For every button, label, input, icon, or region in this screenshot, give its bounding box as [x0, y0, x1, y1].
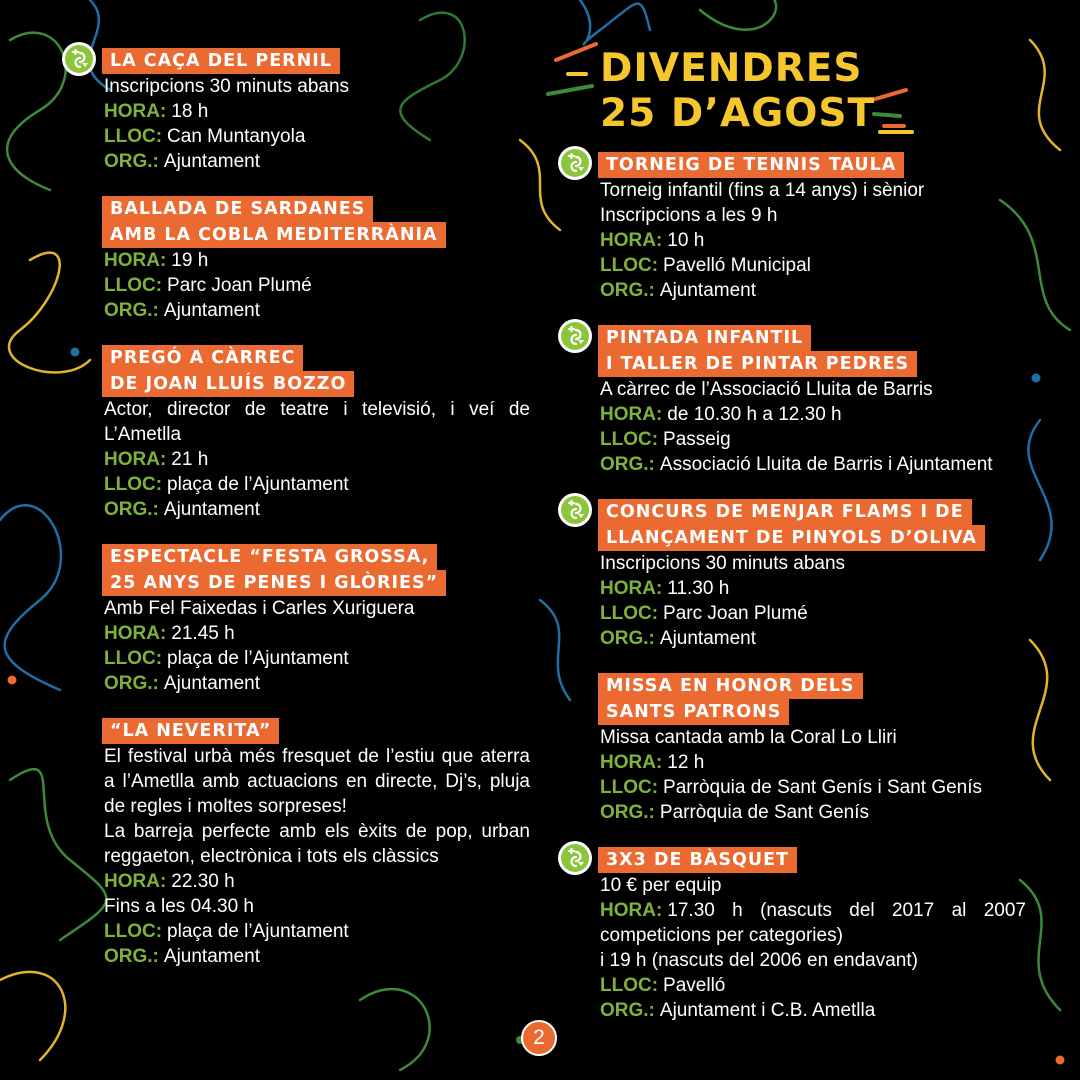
event-lloc [600, 775, 1026, 800]
org-label: ORG.: [600, 1000, 655, 1021]
event-title-line: BALLADA DE SARDANES [102, 196, 373, 222]
event-item [600, 325, 1026, 477]
org-label: ORG.: [600, 628, 655, 649]
event-org [600, 800, 1026, 825]
lloc-value: plaça de l’Ajuntament [167, 921, 349, 942]
event-info [104, 596, 530, 696]
org-value: Ajuntament [163, 300, 261, 321]
event-detail: Torneig infantil (fins a 14 anys) i sènior [600, 180, 925, 201]
event-title-line: SANTS PATRONS [598, 699, 789, 725]
event-item [104, 544, 530, 696]
event-org [600, 452, 1026, 477]
accessibility-icon [558, 319, 592, 353]
event-org [104, 298, 530, 323]
event-title-line: PINTADA INFANTIL [598, 325, 811, 351]
hora-label: HORA: [600, 900, 663, 921]
event-title [104, 196, 530, 248]
org-label: ORG.: [104, 673, 159, 694]
event-detail: Inscripcions 30 minuts abans [600, 553, 846, 574]
hora-label: HORA: [104, 871, 167, 892]
hora-value: 22.30 h [171, 871, 235, 892]
event-title [600, 325, 1026, 377]
event-org [600, 278, 1026, 303]
event-title-line: ESPECTACLE “FESTA GROSSA, [102, 544, 437, 570]
lloc-label: LLOC: [104, 126, 163, 147]
hora-label: HORA: [600, 230, 663, 251]
event-info [600, 725, 1026, 825]
lloc-label: LLOC: [600, 975, 659, 996]
event-title-line: DE JOAN LLUÍS BOZZO [102, 371, 354, 397]
org-label: ORG.: [600, 802, 655, 823]
event-title-line: AMB LA COBLA MEDITERRÀNIA [102, 222, 446, 248]
org-value: Ajuntament [163, 499, 261, 520]
event-detail: La barreja perfecte amb els èxits de pop, urban reggaeton, electrònica i tots els clàssics [104, 821, 530, 867]
lloc-label: LLOC: [104, 474, 163, 495]
event-title-line: CONCURS DE MENJAR FLAMS I DE [598, 499, 972, 525]
org-label: ORG.: [104, 499, 159, 520]
lloc-label: LLOC: [104, 648, 163, 669]
event-title [104, 48, 530, 74]
lloc-value: Pavelló Municipal [663, 255, 811, 276]
event-title-line: 3X3 DE BÀSQUET [598, 847, 797, 873]
event-title [104, 345, 530, 397]
event-title-line: 25 ANYS DE PENES I GLÒRIES” [102, 570, 446, 596]
hora-value: 18 h [171, 101, 209, 122]
event-title [600, 673, 1026, 725]
event-org [104, 149, 530, 174]
event-hora [104, 869, 530, 894]
lloc-value: plaça de l’Ajuntament [167, 648, 349, 669]
hora-value: de 10.30 h a 12.30 h [667, 404, 842, 425]
org-value: Ajuntament [659, 280, 757, 301]
right-column [600, 152, 1026, 1045]
org-label: ORG.: [104, 151, 159, 172]
event-title-line: MISSA EN HONOR DELS [598, 673, 863, 699]
event-item [104, 48, 530, 174]
event-hora [104, 248, 530, 273]
accessibility-icon [62, 42, 96, 76]
org-value: Ajuntament [659, 628, 757, 649]
lloc-label: LLOC: [600, 777, 659, 798]
lloc-label: LLOC: [600, 603, 659, 624]
event-title-line: I TALLER DE PINTAR PEDRES [598, 351, 917, 377]
event-info [600, 873, 1026, 1023]
lloc-label: LLOC: [600, 429, 659, 450]
event-detail: El festival urbà més fresquet de l’estiu que aterra a l’Ametlla amb actuacions en directe, Dj’s, pluja de regles i moltes sorpreses! [104, 746, 530, 817]
event-org [104, 944, 530, 969]
lloc-label: LLOC: [104, 921, 163, 942]
event-item [104, 345, 530, 522]
event-detail: Actor, director de teatre i televisió, i veí de L’Ametlla [104, 399, 530, 445]
hora-label: HORA: [600, 578, 663, 599]
hora-value: 11.30 h [667, 578, 730, 599]
event-title [600, 499, 1026, 551]
event-lloc [600, 601, 1026, 626]
event-detail: A càrrec de l’Associació Lluita de Barris [600, 379, 933, 400]
hora-value: 19 h [171, 250, 209, 271]
event-hora [600, 228, 1026, 253]
event-item [600, 847, 1026, 1023]
event-detail: 10 € per equip [600, 875, 722, 896]
lloc-value: Parròquia de Sant Genís i Sant Genís [663, 777, 983, 798]
hora-label: HORA: [600, 752, 663, 773]
org-label: ORG.: [104, 946, 159, 967]
page-number: 2 [533, 1026, 545, 1049]
event-lloc [104, 472, 530, 497]
event-lloc [104, 919, 530, 944]
hora-value: 21.45 h [171, 623, 235, 644]
lloc-value: Passeig [663, 429, 731, 450]
event-item [600, 673, 1026, 825]
event-info [600, 551, 1026, 651]
hora-value: 17.30 h (nascuts del 2017 al 2007 competicions per categories) [600, 900, 1026, 946]
org-value: Ajuntament [163, 151, 261, 172]
event-hora [104, 447, 530, 472]
event-detail: Inscripcions 30 minuts abans [104, 76, 350, 97]
lloc-value: Parc Joan Plumé [663, 603, 808, 624]
event-lloc [600, 253, 1026, 278]
org-value: Ajuntament [163, 946, 261, 967]
event-title [600, 152, 1026, 178]
event-hora [600, 402, 1026, 427]
event-lloc [600, 427, 1026, 452]
event-detail: Amb Fel Faixedas i Carles Xuriguera [104, 598, 415, 619]
hora-value: 21 h [171, 449, 209, 470]
org-label: ORG.: [104, 300, 159, 321]
event-lloc [104, 646, 530, 671]
event-item [104, 196, 530, 323]
event-hora [600, 898, 1026, 948]
lloc-value: Can Muntanyola [167, 126, 306, 147]
event-org [104, 671, 530, 696]
hora-value: 12 h [667, 752, 705, 773]
event-info [104, 74, 530, 174]
accessibility-icon [558, 146, 592, 180]
accessibility-icon [558, 493, 592, 527]
event-hora [104, 99, 530, 124]
hora-value: 10 h [667, 230, 705, 251]
event-lloc [600, 973, 1026, 998]
hora-label: HORA: [600, 404, 663, 425]
org-label: ORG.: [600, 280, 655, 301]
event-title [600, 847, 1026, 873]
lloc-value: Parc Joan Plumé [167, 275, 312, 296]
hora-label: HORA: [104, 250, 167, 271]
lloc-label: LLOC: [104, 275, 163, 296]
org-value: Associació Lluita de Barris i Ajuntament [659, 454, 993, 475]
event-item [600, 499, 1026, 651]
event-hora [104, 621, 530, 646]
page-number-badge [521, 1020, 557, 1056]
hora-label: HORA: [104, 101, 167, 122]
event-extra: Fins a les 04.30 h [104, 896, 254, 917]
org-value: Parròquia de Sant Genís [659, 802, 870, 823]
event-info [104, 744, 530, 969]
event-detail: Missa cantada amb la Coral Lo Lliri [600, 727, 897, 748]
event-title-line: PREGÓ A CÀRREC [102, 345, 303, 371]
event-lloc [104, 124, 530, 149]
org-value: Ajuntament [163, 673, 261, 694]
org-label: ORG.: [600, 454, 655, 475]
event-title-line: “LA NEVERITA” [102, 718, 279, 744]
day-heading-weekday: DIVENDRES [600, 46, 863, 91]
event-detail: Inscripcions a les 9 h [600, 205, 778, 226]
event-hora [600, 750, 1026, 775]
event-title-line: TORNEIG DE TENNIS TAULA [598, 152, 904, 178]
event-org [600, 626, 1026, 651]
event-org [104, 497, 530, 522]
event-extra: i 19 h (nascuts del 2006 en endavant) [600, 950, 918, 971]
event-title-line: LLANÇAMENT DE PINYOLS D’OLIVA [598, 525, 985, 551]
day-heading-date: 25 D’AGOST [600, 91, 876, 136]
event-hora [600, 576, 1026, 601]
event-info [600, 178, 1026, 303]
org-value: Ajuntament i C.B. Ametlla [659, 1000, 876, 1021]
left-column [104, 48, 530, 991]
event-title [104, 544, 530, 596]
hora-label: HORA: [104, 623, 167, 644]
event-org [600, 998, 1026, 1023]
hora-label: HORA: [104, 449, 167, 470]
day-heading [600, 46, 875, 136]
event-info [104, 248, 530, 323]
event-lloc [104, 273, 530, 298]
event-item [600, 152, 1026, 303]
event-info [104, 397, 530, 522]
event-title-line: LA CAÇA DEL PERNIL [102, 48, 340, 74]
lloc-value: Pavelló [663, 975, 726, 996]
event-item [104, 718, 530, 969]
event-info [600, 377, 1026, 477]
lloc-value: plaça de l’Ajuntament [167, 474, 349, 495]
lloc-label: LLOC: [600, 255, 659, 276]
event-title [104, 718, 530, 744]
accessibility-icon [558, 841, 592, 875]
